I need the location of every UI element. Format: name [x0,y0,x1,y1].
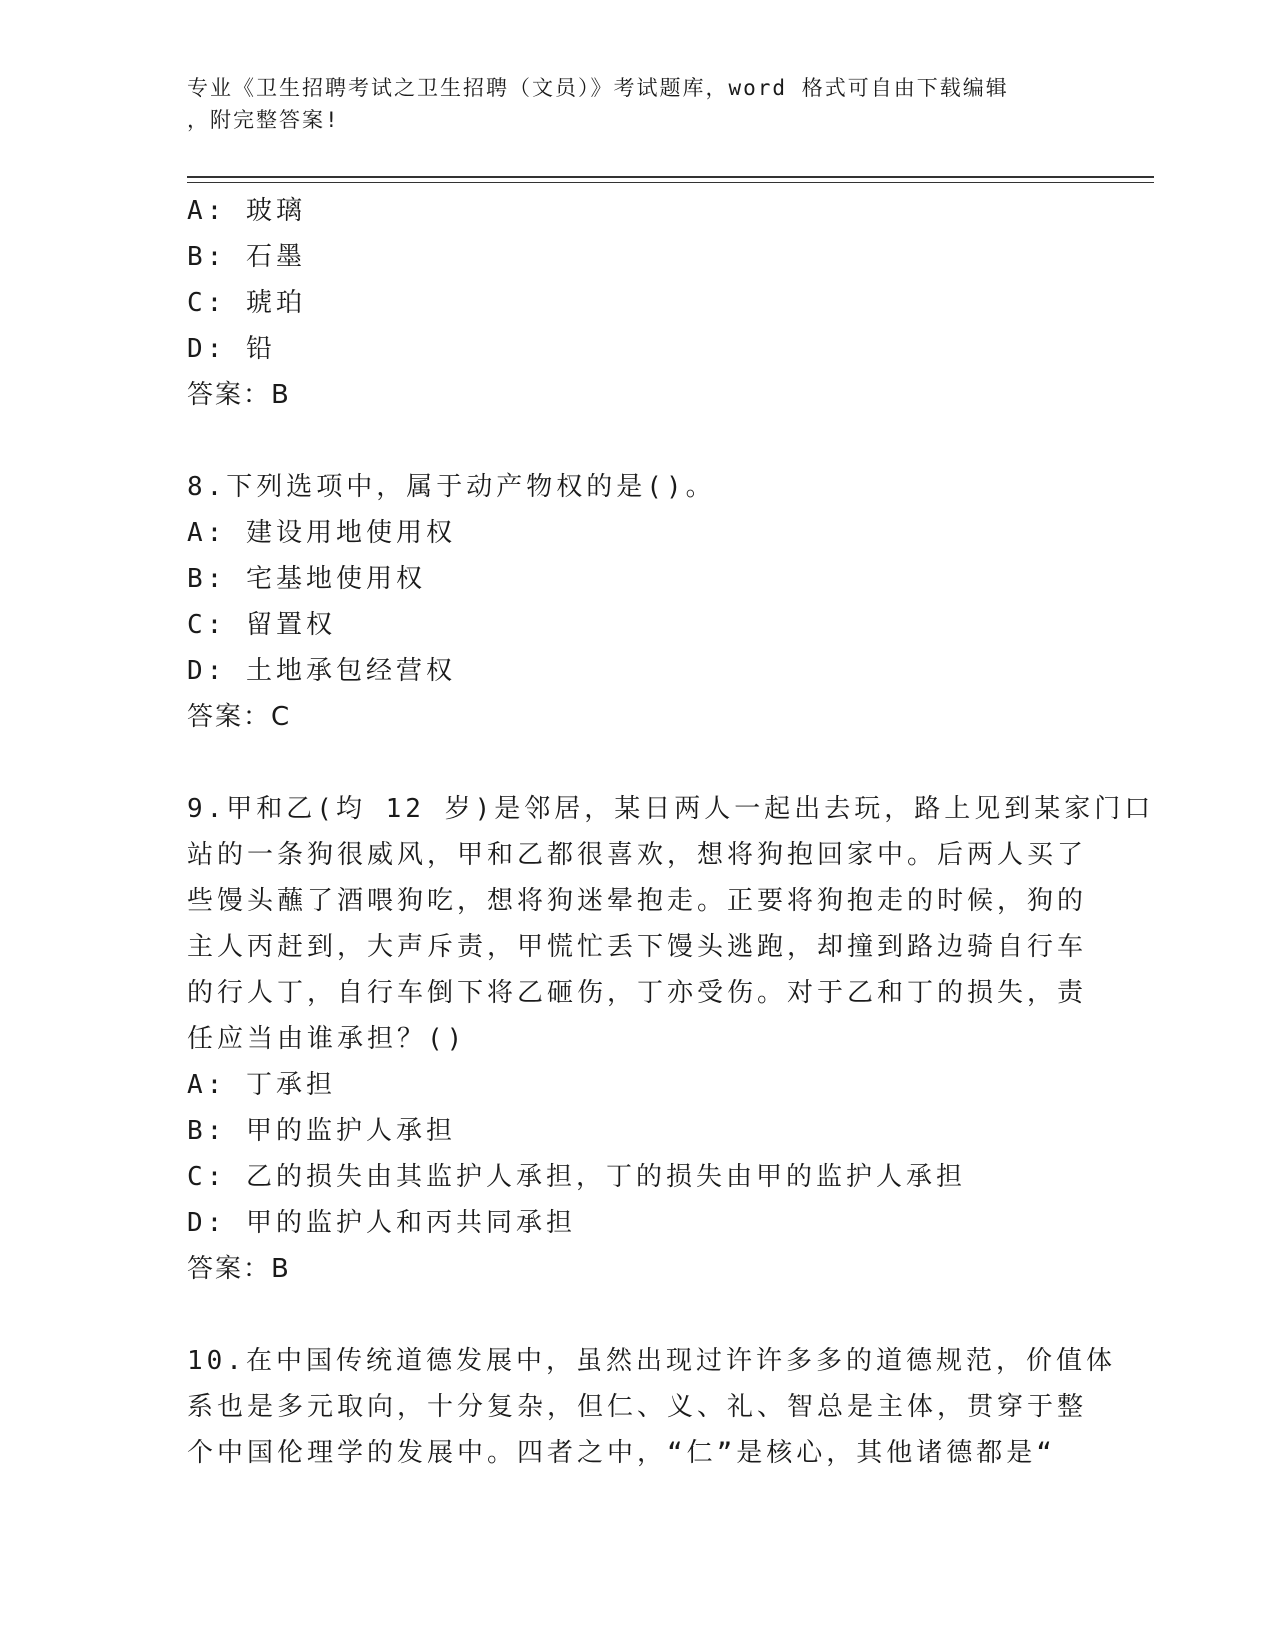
header-line-2: ，附完整答案! [187,108,340,132]
option-b: B: 石墨 [187,242,306,272]
answer: 答案：C [187,702,292,732]
question-8 [187,464,1087,740]
option-b: B: 宅基地使用权 [187,564,426,594]
question-stem-line: 任应当由谁承担？() [187,1024,467,1054]
answer: 答案：B [187,1254,291,1284]
option-a: A: 建设用地使用权 [187,518,456,548]
question-stem-line: 9.甲和乙(均 12 岁)是邻居，某日两人一起出去玩，路上见到某家门口 [187,794,1155,824]
option-c: C: 留置权 [187,610,336,640]
question-10 [187,1338,1116,1476]
question-stem-line: 个中国伦理学的发展中。四者之中，“仁”是核心，其他诸德都是“ [187,1438,1056,1468]
spacer [187,418,1087,464]
question-stem-line: 10.在中国传统道德发展中，虽然出现过许许多多的道德规范，价值体 [187,1346,1116,1376]
question-stem-line: 的行人丁，自行车倒下将乙砸伤，丁亦受伤。对于乙和丁的损失，责 [187,978,1088,1008]
spacer [187,740,1087,786]
question-stem: 8.下列选项中，属于动产物权的是()。 [187,472,716,502]
answer: 答案：B [187,380,291,410]
option-d: D: 甲的监护人和丙共同承担 [187,1208,576,1238]
header-divider-thick [187,176,1154,178]
option-c: C: 乙的损失由其监护人承担，丁的损失由甲的监护人承担 [187,1162,966,1192]
question-stem-line: 主人丙赶到，大声斥责，甲慌忙丢下馒头逃跑，却撞到路边骑自行车 [187,932,1088,962]
question-stem-line: 些馒头蘸了酒喂狗吃，想将狗迷晕抱走。正要将狗抱走的时候，狗的 [187,886,1088,916]
document-header [187,72,1067,136]
option-a: A: 丁承担 [187,1070,336,1100]
option-a: A: 玻璃 [187,196,306,226]
header-divider-thin [187,182,1154,183]
option-d: D: 铅 [187,334,276,364]
question-7 [187,188,1087,418]
option-b: B: 甲的监护人承担 [187,1116,456,1146]
header-line-1: 专业《卫生招聘考试之卫生招聘（文员）》考试题库，word 格式可自由下载编辑 [187,76,1009,100]
question-stem-line: 站的一条狗很威风，甲和乙都很喜欢，想将狗抱回家中。后两人买了 [187,840,1088,870]
question-stem-line: 系也是多元取向，十分复杂，但仁、义、礼、智总是主体，贯穿于整 [187,1392,1088,1422]
option-c: C: 琥珀 [187,288,306,318]
spacer [187,1292,1087,1338]
question-list [187,188,1155,1476]
question-9 [187,786,1155,1292]
option-d: D: 土地承包经营权 [187,656,456,686]
